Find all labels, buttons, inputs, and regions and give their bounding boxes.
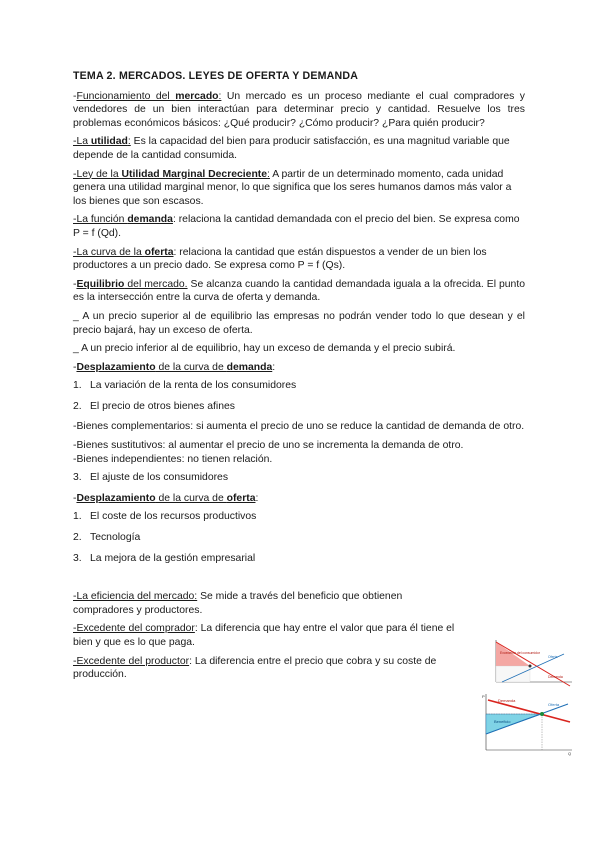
term: -La eficiencia del mercado: bbox=[73, 591, 198, 603]
demand-label: Demanda bbox=[548, 675, 563, 679]
list-text: La mejora de la gestión empresarial bbox=[90, 552, 256, 564]
term: : bbox=[267, 168, 270, 180]
term-bold: demanda bbox=[127, 214, 173, 226]
paragraph-eficiencia bbox=[73, 590, 453, 617]
list-number: 3. bbox=[73, 472, 82, 484]
paragraph-bienes-independientes: -Bienes independientes: no tienen relación. bbox=[73, 453, 273, 465]
y-axis-label: P bbox=[482, 694, 485, 699]
paragraph-equilibrio bbox=[73, 278, 525, 305]
term: -Ley de la bbox=[73, 168, 122, 180]
term: de la curva de bbox=[155, 361, 227, 373]
text: : bbox=[255, 492, 259, 504]
term-bold: Equilibrio bbox=[76, 278, 125, 290]
text: - bbox=[73, 90, 77, 102]
term: -La curva de la bbox=[73, 246, 145, 258]
list-number: 2. bbox=[73, 532, 82, 544]
list-item bbox=[73, 379, 525, 393]
paragraph-precio-inferior: _ A un precio inferior al de equilibrio, hay un exceso de demanda y el precio subirá. bbox=[73, 343, 456, 355]
text: : La diferencia que hay entre el valor que para él tiene el bien y que es lo que paga. bbox=[73, 623, 455, 648]
payment-area bbox=[496, 666, 530, 682]
term: : bbox=[127, 136, 131, 148]
term-bold: utilidad bbox=[90, 136, 128, 148]
list-item bbox=[73, 531, 525, 545]
term-bold: Desplazamiento bbox=[76, 361, 156, 373]
paragraph-curva-oferta bbox=[73, 246, 525, 273]
equilibrium-point bbox=[529, 665, 532, 668]
paragraph-excedente-comprador bbox=[73, 622, 468, 649]
equilibrium-point bbox=[540, 712, 544, 716]
list-number: 3. bbox=[73, 552, 82, 564]
text: : bbox=[272, 361, 276, 373]
term: -Excedente del productor bbox=[73, 655, 190, 667]
paragraph-excedente-productor bbox=[73, 655, 468, 682]
term-bold: mercado bbox=[175, 90, 219, 102]
text: : relaciona la cantidad demandada con el precio del bien. Se expresa como P = f (Qd). bbox=[73, 214, 520, 239]
list-item bbox=[73, 510, 525, 524]
text: Se alcanza cuando la cantidad demandada iguala a la ofrecida. El punto es la intersección entre la curva de oferta y demanda. bbox=[73, 278, 525, 304]
text: - bbox=[73, 278, 77, 290]
list-item bbox=[73, 400, 525, 414]
supply-label: Oferta bbox=[548, 702, 560, 707]
consumer-surplus-figure bbox=[488, 636, 574, 692]
text: - bbox=[73, 361, 77, 373]
paragraph-bienes-complementarios: -Bienes complementarios: si aumenta el precio de uno se reduce la cantidad de demanda de otro. bbox=[73, 421, 525, 433]
producer-surplus-figure bbox=[476, 692, 574, 760]
document-page bbox=[73, 70, 525, 687]
paragraph-funcion-demanda bbox=[73, 213, 525, 240]
paragraph-precio-superior: _ A un precio superior al de equilibrio las empresas no podrán vender todo lo que desean y el precio bajará, hay un exceso de oferta. bbox=[73, 310, 525, 336]
x-axis-label: Q bbox=[568, 751, 572, 756]
text: Es la capacidad del bien para producir satisfacción, es una magnitud variable que depende de la cantidad consumida. bbox=[73, 136, 510, 161]
supply-label: Oferta bbox=[548, 655, 558, 659]
list-text: El ajuste de los consumidores bbox=[90, 472, 229, 484]
term: -La función bbox=[73, 214, 128, 226]
term-bold: oferta bbox=[144, 246, 174, 258]
paragraph-utilidad-marginal bbox=[73, 168, 525, 209]
text: Un mercado es un proceso mediante el cual compradores y vendedores de un bien interactúan para determinar precio y cantidad. Resuelve los tres problemas económicos básicos: ¿Qué producir? ¿Cómo producir? ¿Para quién producir? bbox=[73, 90, 525, 129]
doc-title: TEMA 2. MERCADOS. LEYES DE OFERTA Y DEMANDA bbox=[73, 70, 359, 82]
list-number: 2. bbox=[73, 400, 82, 412]
list-number: 1. bbox=[73, 380, 82, 392]
text: A partir de un determinado momento, cada unidad genera una utilidad marginal menor, lo que significa que los seres humanos damos más valor a los bienes que son escasos. bbox=[73, 168, 512, 207]
spacer bbox=[73, 572, 525, 590]
list-text: El coste de los recursos productivos bbox=[90, 511, 257, 523]
heading-desplazamiento-oferta bbox=[73, 492, 525, 506]
term: de la curva de bbox=[155, 492, 227, 504]
text: : relaciona la cantidad que están dispuestos a vender de un bien los productores a un precio dado. Se expresa como P = f (Qs). bbox=[73, 246, 487, 272]
list-text: El precio de otros bienes afines bbox=[90, 400, 235, 412]
term-bold: Utilidad Marginal Decreciente bbox=[121, 168, 268, 180]
term: Funcionamiento del bbox=[76, 90, 176, 102]
list-text: La variación de la renta de los consumidores bbox=[90, 380, 297, 392]
term: : bbox=[218, 90, 222, 102]
term-bold: demanda bbox=[226, 361, 273, 373]
list-item bbox=[73, 552, 525, 566]
paragraph-utilidad bbox=[73, 135, 525, 162]
term: -La bbox=[73, 136, 91, 148]
term-bold: oferta bbox=[226, 492, 256, 504]
list-text: Tecnología bbox=[90, 532, 141, 544]
consumer-surplus-label: Excedente del consumidor bbox=[500, 651, 540, 655]
term: -Excedente del comprador bbox=[73, 623, 195, 635]
paragraph-bienes-sustitutivos: -Bienes sustitutivos: al aumentar el precio de uno se incrementa la demanda de otro. bbox=[73, 440, 464, 452]
demand-label: Demanda bbox=[498, 698, 516, 703]
list-number: 1. bbox=[73, 511, 82, 523]
text: Se mide a través del beneficio que obtienen compradores y productores. bbox=[73, 591, 403, 616]
paragraph-funcionamiento bbox=[73, 90, 525, 131]
term-bold: Desplazamiento bbox=[76, 492, 156, 504]
heading-desplazamiento-demanda bbox=[73, 361, 525, 375]
term: del mercado. bbox=[124, 278, 188, 290]
text: : La diferencia entre el precio que cobra y su coste de producción. bbox=[73, 655, 437, 681]
producer-surplus-label: Beneficio bbox=[494, 719, 511, 724]
text: - bbox=[73, 492, 77, 504]
list-item bbox=[73, 471, 525, 485]
